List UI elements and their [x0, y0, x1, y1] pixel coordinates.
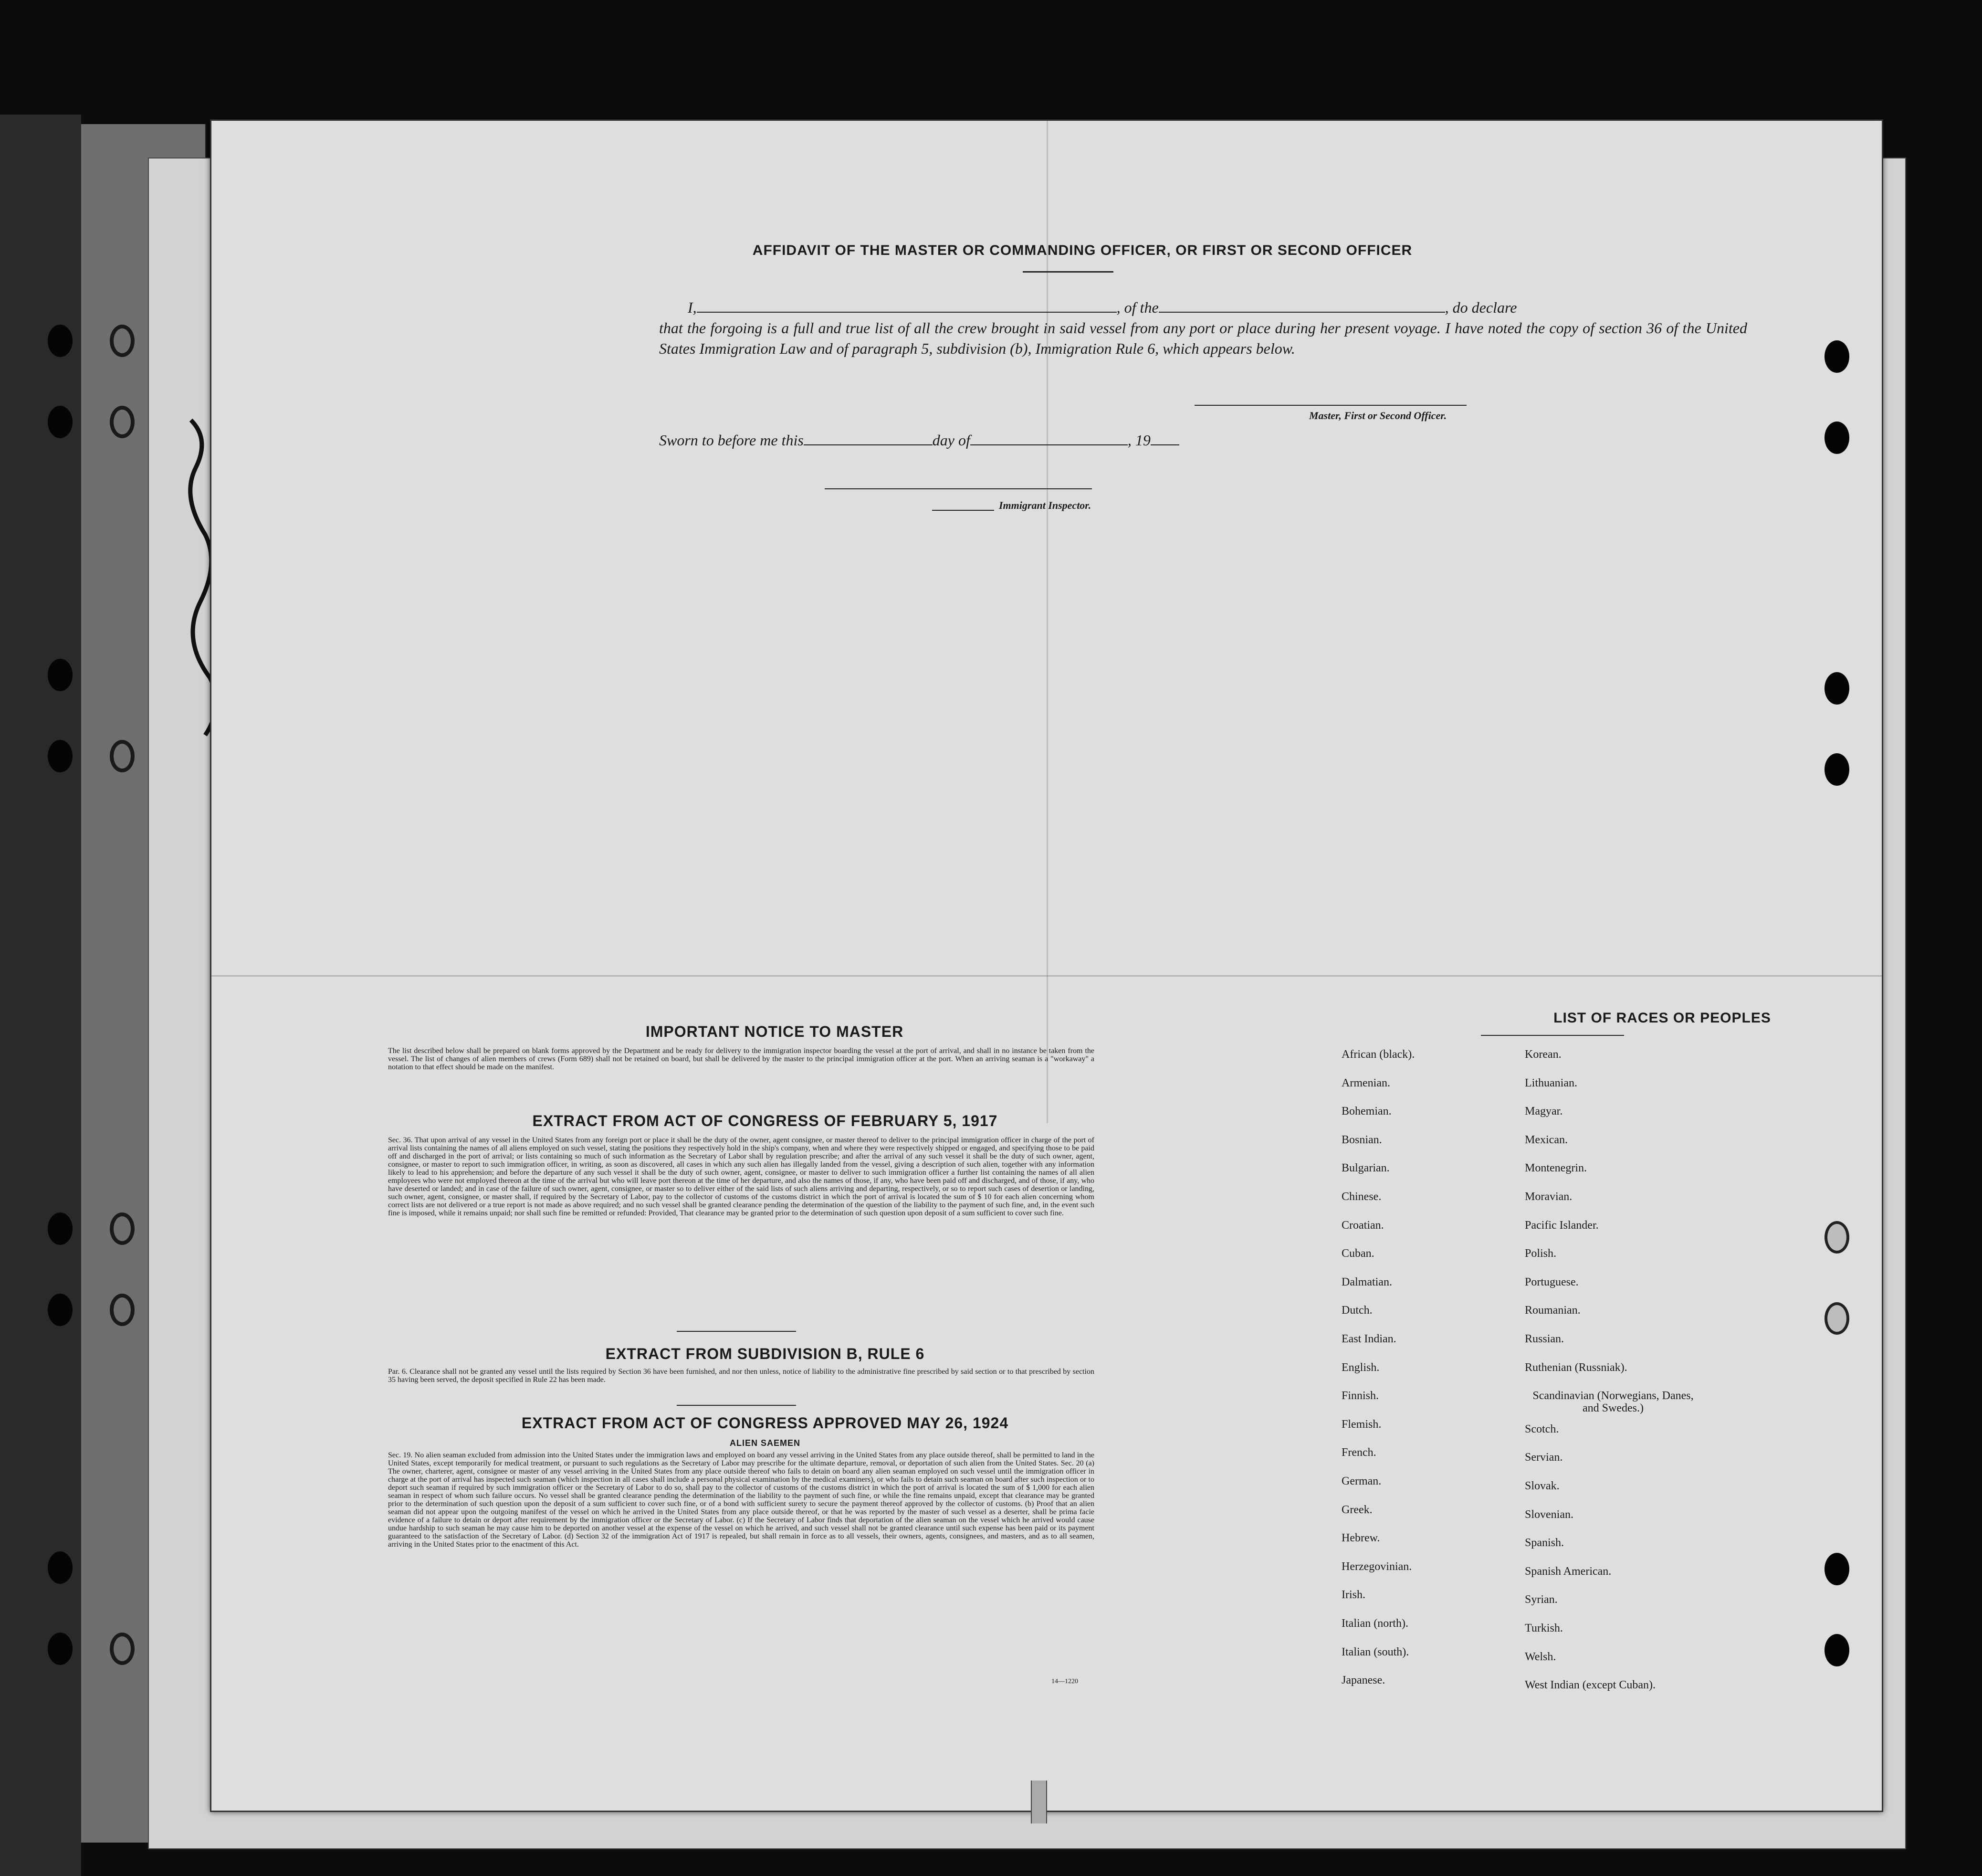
affidavit-i: I, [688, 299, 697, 316]
signature-line [932, 510, 994, 511]
extract-1924-title: EXTRACT FROM ACT OF CONGRESS APPROVED MAY 26, 1924 [521, 1414, 1009, 1432]
race-item: Greek. [1342, 1503, 1373, 1516]
page-hole [1825, 672, 1849, 705]
race-item: Montenegrin. [1525, 1162, 1587, 1175]
race-item: East Indian. [1342, 1333, 1396, 1345]
sworn-day: day of [932, 432, 970, 449]
race-item: Dalmatian. [1342, 1275, 1392, 1288]
binder-hole [110, 1294, 135, 1326]
form-number: 14—1220 [1051, 1678, 1078, 1685]
race-item: Dutch. [1342, 1304, 1373, 1317]
race-item: Spanish. [1525, 1537, 1564, 1549]
year-blank [1151, 431, 1179, 445]
race-item: Irish. [1342, 1589, 1365, 1602]
race-item: Hebrew. [1342, 1532, 1380, 1545]
race-item: French. [1342, 1446, 1376, 1459]
binder-strip [0, 115, 81, 1876]
binder-hole [48, 1294, 73, 1326]
month-blank [970, 431, 1128, 445]
race-item: Herzegovinian. [1342, 1560, 1412, 1573]
race-item: Flemish. [1342, 1418, 1382, 1431]
divider [1023, 271, 1113, 273]
race-item: Chinese. [1342, 1191, 1382, 1203]
day-blank [804, 431, 933, 445]
page-hole [1825, 753, 1849, 786]
race-item: English. [1342, 1361, 1380, 1374]
race-item: Italian (north). [1342, 1617, 1408, 1630]
races-title: LIST OF RACES OR PEOPLES [1553, 1010, 1771, 1026]
race-item: Armenian. [1342, 1076, 1390, 1089]
fold-crease [211, 975, 1882, 977]
race-item: Russian. [1525, 1333, 1564, 1345]
race-item: German. [1342, 1475, 1382, 1487]
race-item: Moravian. [1525, 1191, 1573, 1203]
race-item: Slovenian. [1525, 1508, 1573, 1521]
race-item: West Indian (except Cuban). [1525, 1679, 1656, 1692]
race-item: Magyar. [1525, 1105, 1563, 1118]
extract-1924-subtitle: ALIEN SAEMEN [729, 1438, 800, 1448]
race-item: Welsh. [1525, 1650, 1556, 1663]
binder-hole [110, 1633, 135, 1665]
binder-hole [110, 325, 135, 357]
extract-1917-title: EXTRACT FROM ACT OF CONGRESS OF FEBRUARY 5, 1917 [532, 1112, 998, 1129]
race-item: Japanese. [1342, 1674, 1385, 1687]
race-item: Lithuanian. [1525, 1076, 1577, 1089]
extract-rule6-text: Par. 6. Clearance shall not be granted any vessel until the lists required by Section 36 have been furnished, and nor then unless, notice of liability to the administrative fine prescribed by said section or to that prescribed by section 35 having been served, the deposit specified in Rule 22 has been made. [388, 1368, 1094, 1384]
extract-rule6-title: EXTRACT FROM SUBDIVISION B, RULE 6 [605, 1345, 925, 1362]
binder-hole [48, 1633, 73, 1665]
binder-hole [48, 325, 73, 357]
affidavit-body: that the forgoing is a full and true list of all the crew brought in said vessel from any port or place during her present voyage. I have noted the copy of section 36 of the United States Immigration Law and of paragraph 5, subdivision (b), Immigration Rule 6, which appears below. [659, 319, 1747, 357]
race-item: Italian (south). [1342, 1645, 1409, 1658]
binder-hole [48, 406, 73, 438]
manifest-page [210, 119, 1883, 1812]
affidavit-declare: , do declare [1445, 299, 1517, 316]
binder-hole [48, 659, 73, 691]
race-item: Slovak. [1525, 1480, 1560, 1492]
page-hole [1825, 1553, 1849, 1585]
race-item: Bosnian. [1342, 1133, 1382, 1146]
affidavit-text [659, 297, 1747, 359]
affidavit-title: AFFIDAVIT OF THE MASTER OR COMMANDING OFFICER, OR FIRST OR SECOND OFFICER [752, 242, 1413, 258]
race-item: Pacific Islander. [1525, 1219, 1599, 1232]
binder-hole [48, 1551, 73, 1584]
binder-hole [48, 1212, 73, 1245]
race-item: Scandinavian (Norwegians, Danes, and Swedes.) [1532, 1390, 1694, 1415]
race-item: Roumanian. [1525, 1304, 1581, 1317]
divider [677, 1331, 796, 1332]
race-item: Spanish American. [1525, 1565, 1612, 1578]
race-item: Scotch. [1525, 1423, 1559, 1435]
page-hole [1825, 1634, 1849, 1666]
race-item: Bulgarian. [1342, 1162, 1390, 1175]
sworn-prefix: Sworn to before me this [659, 432, 804, 449]
page-hole [1825, 1221, 1849, 1254]
race-item: Cuban. [1342, 1247, 1374, 1260]
page-hole [1825, 1302, 1849, 1335]
sworn-line [659, 431, 1179, 449]
race-item: Polish. [1525, 1247, 1557, 1260]
race-item: Syrian. [1525, 1593, 1558, 1606]
vessel-blank [1159, 298, 1445, 313]
race-item: Mexican. [1525, 1133, 1568, 1146]
inspector-signature-label: Immigrant Inspector. [999, 499, 1091, 511]
notice-text: The list described below shall be prepared on blank forms approved by the Department and be ready for delivery to the immigration inspector boarding the vessel at the port of arrival, and shall in no instance be taken from the vessel. The list of changes of alien members of crews (Form 689) shall not be retained on board, but shall be delivered by the master to the principal immigration officer at the port. When an arriving seaman is a "workaway" a notation to that effect should be made on the manifest. [388, 1047, 1094, 1071]
extract-1924-text: Sec. 19. No alien seaman excluded from admission into the United States under the immigration laws and employed on board any vessel arriving in the United States from any place outside thereof, shall be permitted to land in the United States, except temporarily for medical treatment, or pursuant to such regulations as the Secretary of Labor may prescribe for the ultimate departure, removal, or deportation of such alien from the United States. Sec. 20 (a) The owner, charterer, agent, consignee or master of any vessel arriving in the United States from any place outside thereof who fails to detain on board any alien seaman employed on such vessel until the immigration officer in charge at the port of arrival has inspected such seaman (which inspection in all cases shall include a personal physical examination by the medical examiners), or who fails to detain such seaman on board after such inspection or to deport such seaman if required by such immigration officer or the Secretary of Labor to do so, shall pay to the collector of customs of the customs district in which the port of arrival is located the sum of $ 1,000 for each alien seaman in respect of whom such failure occurs. No vessel shall be granted clearance pending the determination of the liability to the payment of such fine, or while the fine remains unpaid, except that clearance may be granted prior to the determination of such question upon the deposit of a sum sufficient to cover such fine, or of a bond with sufficient surety to secure the payment thereof approved by the collector of customs. (b) Proof that an alien seaman did not appear upon the outgoing manifest of the vessel on which he arrived in the United States from any place outside thereof, or that he was reported by the master of such vessel as a deserter, shall be prima facie evidence of a failure to detain or deport after requirement by the immigration officer or the Secretary of Labor. (c) If the Secretary of Labor finds that deportation of the alien seaman on the vessel which he arrived would cause undue hardship to such seaman he may cause him to be deported on another vessel at the expense of the vessel on which he arrived, and such vessel shall not be granted clearance until such expense has been paid or its payment guaranteed to the satisfaction of the Secretary of Labor. (d) Section 32 of the immigration Act of 1917 is repealed, but shall remain in force as to all vessels, their owners, agents, consignees, and masters, and as to all seamen, arriving in the United States prior to the enactment of this Act. [388, 1451, 1094, 1549]
page-hole [1825, 422, 1849, 454]
race-item: Bohemian. [1342, 1105, 1392, 1118]
race-item: Ruthenian (Russniak). [1525, 1361, 1627, 1374]
race-item: Servian. [1525, 1451, 1563, 1464]
sworn-year: , 19 [1127, 432, 1151, 449]
race-item: African (black). [1342, 1048, 1415, 1061]
binder-hole [110, 1212, 135, 1245]
race-item: Korean. [1525, 1048, 1562, 1061]
extract-1917-text: Sec. 36. That upon arrival of any vessel in the United States from any foreign port or place it shall be the duty of the owner, agent consignee, or master thereof to deliver to the principal immigration officer in charge of the port of arrival lists containing the names of all aliens employed on such vessel, stating the positions they respectively hold in the ship's company, when and where they were respectively shipped or engaged, and specifying those to be paid off and discharged in the port of arrival; or lists containing so much of such information as the Secretary of Labor shall by regulation prescribe; and after the arrival of any such vessel it shall be the duty of such owner, agent, consignee, or master to report to such immigration officer, in writing, as soon as discovered, all cases in which any such alien has illegally landed from the vessel, giving a description of such alien, together with any information likely to lead to his apprehension; and before the departure of any such vessel it shall be the duty of such owner, agent, consignee, or master to deliver to such immigration officer a further list containing the names of all alien employees who were not employed thereon at the time of the arrival but who will leave port thereon at the time of her departure, and also the names of those, if any, who have been paid off and discharged, and of those, if any, who have deserted or landed; and in case of the failure of such owner, agent, consignee, or master so to deliver either of the said lists of such aliens arriving and departing, respectively, or so to report such cases of desertion or landing, such owner, agent, consignee, or master shall, if required by the Secretary of Labor, pay to the collector of customs of the customs district in which the port of arrival is located the sum of $ 10 for each alien concerning whom correct lists are not delivered or a true report is not made as above required; and no such vessel shall be granted clearance pending the determination of the question of the liability to the payment of such fine, and, in the event such fine is imposed, while it remains unpaid; nor shall such fine be remitted or refunded: Provided, That clearance may be granted prior to the determination of such question upon deposit of a sum sufficient to cover such fine. [388, 1136, 1094, 1217]
binder-hole [48, 740, 73, 772]
page-hole [1825, 340, 1849, 373]
divider [1481, 1035, 1624, 1036]
race-item: Croatian. [1342, 1219, 1384, 1232]
signature-line [1195, 405, 1467, 406]
affidavit-of: , of the [1116, 299, 1159, 316]
race-item: Finnish. [1342, 1390, 1379, 1402]
race-item: Turkish. [1525, 1622, 1563, 1634]
binder-hole [110, 740, 135, 772]
master-signature-label: Master, First or Second Officer. [1309, 410, 1447, 422]
notice-title: IMPORTANT NOTICE TO MASTER [645, 1023, 904, 1040]
divider [677, 1405, 796, 1406]
page-fold [1031, 1781, 1047, 1823]
race-item: Portuguese. [1525, 1275, 1579, 1288]
signature-line [825, 488, 1092, 489]
name-blank [697, 298, 1117, 313]
binder-hole [110, 406, 135, 438]
